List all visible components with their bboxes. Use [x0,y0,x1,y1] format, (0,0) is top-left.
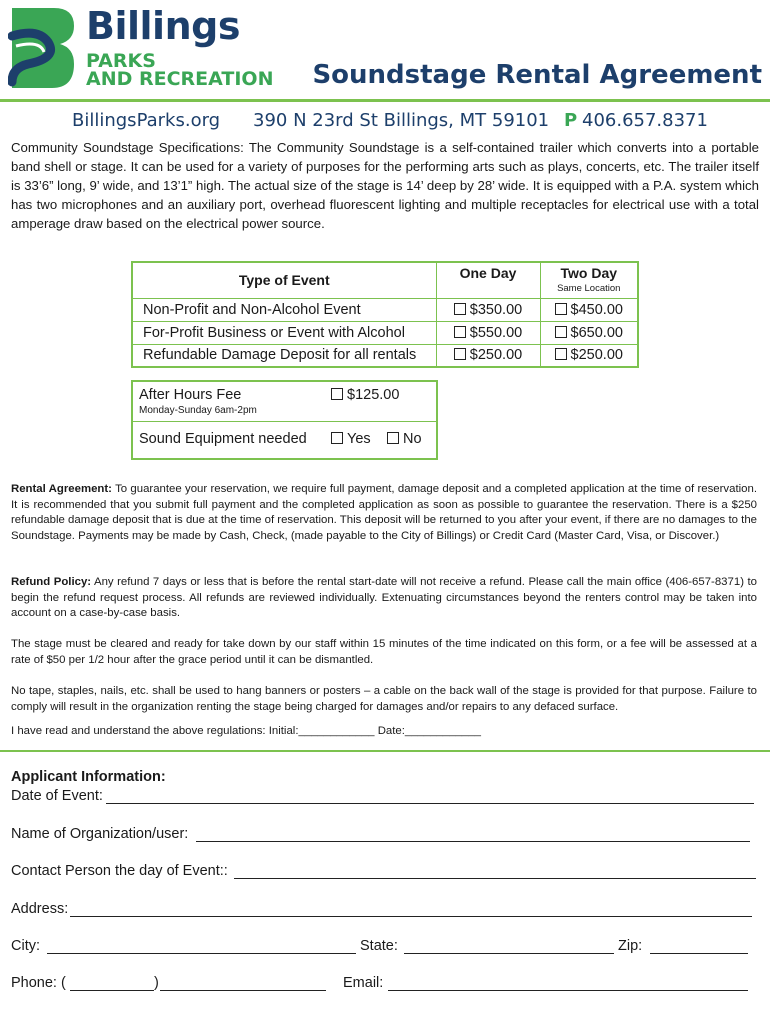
one-day-header: One Day [459,265,517,281]
sound-no-label: No [403,431,422,447]
date-of-event-field[interactable] [106,803,754,804]
billings-logo-icon [8,6,76,90]
soundstage-specifications: Community Soundstage Specifications: The Community Soundstage is a self-contained trailer which converts into a portable band shell or stage. It can be used for a variety of purposes for the performing arts such as plays, concerts, etc. The trailer itself is 33’6” long, 9’ wide, and 13’1” high. The actual size of the stage is 14’ deep by 28’ wide. It is equipped with a P.A. system which has two microphones and an auxiliary port, overhead fluorescent lighting and multiple receptacles for electrical use with a total amperage draw based on the electrical power source. [11,140,759,231]
one-day-checkbox[interactable] [454,326,466,338]
brand-subtitle-recreation: AND RECREATION [86,68,274,90]
sound-equipment-label: Sound Equipment needed [139,431,307,447]
two-day-checkbox[interactable] [555,326,567,338]
rental-agreement-paragraph [11,482,757,544]
extras-box [131,380,438,460]
zip-field[interactable] [650,953,748,954]
website-link[interactable]: BillingsParks.org [72,110,221,131]
ack-date-field[interactable]: ____________ [404,725,481,737]
phone-close-paren: ) [154,975,159,991]
state-field[interactable] [404,953,614,954]
sound-yes-checkbox[interactable] [331,432,343,444]
acknowledgement-line [11,724,757,740]
one-day-price: $250.00 [469,347,523,364]
fee-row-label: Non-Profit and Non-Alcohol Event [132,298,436,321]
fee-row-label: Refundable Damage Deposit for all rentals [132,344,436,367]
refund-policy-heading: Refund Policy: [11,576,92,588]
contact-person-label: Contact Person the day of Event:: [11,863,228,879]
after-hours-row [133,382,436,422]
two-day-price: $250.00 [570,347,623,364]
rental-agreement-heading: Rental Agreement: [11,483,112,495]
type-of-event-header: Type of Event [132,262,436,298]
city-label: City: [11,938,40,954]
ack-date-label: Date: [374,725,405,737]
rental-agreement-text: To guarantee your reservation, we require full payment, damage deposit and a completed application at the time of reservation. It is recommended that you submit full payment and the completed application as soon as possible to guarantee the reservation. There is a $250 refundable damage deposit that is due at the time of reservation. This deposit will be returned to you after your event, if there are no damages to the Soundstage. Payments may be made by Cash, Check, (made payable to the City of Billings) or Credit Card (Master Card, Visa, or Discover.) [11,483,757,542]
phone-prefix: P [564,110,578,131]
zip-label: Zip: [618,938,643,954]
organization-field[interactable] [196,841,750,842]
phone-label: Phone: ( [11,975,66,991]
two-day-subheader: Same Location [557,283,621,294]
two-day-header: Two Day [560,265,618,281]
after-hours-schedule: Monday-Sunday 6am-2pm [139,405,257,416]
acknowledgement-text: I have read and understand the above regulations: Initial: [11,725,299,737]
header-divider [0,99,770,102]
brand-name: Billings [86,4,240,48]
brand-subtitle-parks: PARKS [86,50,156,72]
fee-row [132,298,638,321]
one-day-checkbox[interactable] [454,303,466,315]
fee-row [132,344,638,367]
two-day-checkbox[interactable] [555,348,567,360]
office-phone: 406.657.8371 [582,110,708,131]
applicant-information-heading: Applicant Information: [11,769,166,785]
fee-row-label: For-Profit Business or Event with Alcohol [132,321,436,344]
document-title: Soundstage Rental Agreement [312,60,762,90]
contact-person-field[interactable] [234,878,756,879]
two-day-price: $450.00 [570,301,623,318]
sound-no-checkbox[interactable] [387,432,399,444]
organization-label: Name of Organization/user: [11,826,189,842]
address-field[interactable] [70,916,752,917]
sound-yes-label: Yes [347,431,371,447]
email-label: Email: [343,975,384,991]
refund-policy-paragraph [11,575,757,622]
office-address: 390 N 23rd St Billings, MT 59101 [253,110,550,131]
initial-field[interactable]: ____________ [298,725,375,737]
section-divider [0,750,770,752]
after-hours-checkbox[interactable] [331,388,343,400]
no-tape-paragraph: No tape, staples, nails, etc. shall be used to hang banners or posters – a cable on the back wall of the stage is provided for that purpose. Failure to comply will result in the organization renting the stage being charged for damages and/or repairs to any defaced surface. [11,685,757,713]
two-day-checkbox[interactable] [555,303,567,315]
state-label: State: [360,938,398,954]
city-field[interactable] [47,953,356,954]
one-day-price: $350.00 [469,301,523,318]
phone-area-code-field[interactable] [70,990,154,991]
email-field[interactable] [388,990,748,991]
fee-table [131,261,639,368]
two-day-price: $650.00 [570,324,623,341]
after-hours-label: After Hours Fee [139,387,242,403]
phone-number-field[interactable] [160,990,326,991]
one-day-price: $550.00 [469,324,523,341]
address-label: Address: [11,901,69,917]
after-hours-price: $125.00 [347,387,400,403]
stage-clearance-paragraph: The stage must be cleared and ready for take down by our staff within 15 minutes of the time indicated on this form, or a fee will be assessed at a rate of $50 per 1/2 hour after the grace period until it can be dismantled. [11,638,757,666]
header [0,0,770,104]
one-day-checkbox[interactable] [454,348,466,360]
fee-row [132,321,638,344]
refund-policy-text: Any refund 7 days or less that is before the rental start-date will not receive a refund. Please call the main office (406-657-8371) to begin the refund request process. All refunds are reviewed individually. Extenuating circumstances beyond the renters control may be taken into account on a case-by-case basis. [11,576,757,620]
date-of-event-label: Date of Event: [11,788,103,804]
contact-line [0,110,770,134]
